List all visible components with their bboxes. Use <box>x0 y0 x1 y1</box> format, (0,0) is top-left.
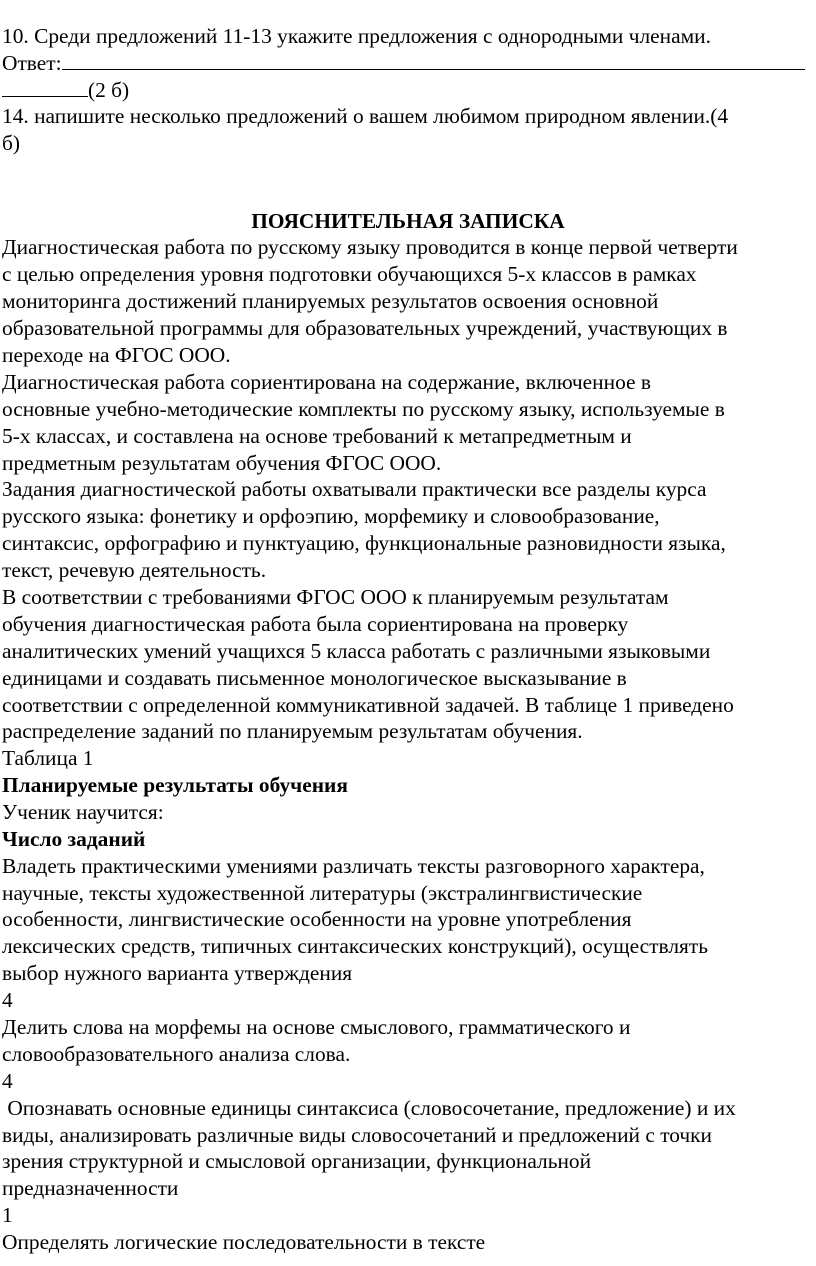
table-header-count: Число заданий <box>2 827 146 851</box>
p4-line: распределение заданий по планируемым результатам обучения. <box>2 719 583 743</box>
row1-text-line: особенности, лингвистические особенности на уровне употребления <box>2 907 632 931</box>
row3-text-line: зрения структурной и смысловой организации, функциональной <box>2 1149 592 1173</box>
p3-line: текст, речевую деятельность. <box>2 558 267 582</box>
table-header-results: Планируемые результаты обучения <box>2 773 348 797</box>
answer-blank-line <box>62 51 805 70</box>
p4-line: В соответствии с требованиями ФГОС ООО к планируемым результатам <box>2 585 669 609</box>
row2-text-line: Делить слова на морфемы на основе смыслового, грамматического и <box>2 1015 631 1039</box>
p1-line: мониторинга достижений планируемых результатов освоения основной <box>2 289 659 313</box>
row1-text-line: лексических средств, типичных синтаксических конструкций), осуществлять <box>2 934 708 958</box>
p4-line: аналитических умений учащихся 5 класса работать с различными языковыми <box>2 639 711 663</box>
row2-count: 4 <box>2 1069 13 1093</box>
p4-line: единицами и создавать письменное монологическое высказывание в <box>2 666 627 690</box>
p3-line: синтаксис, орфографию и пунктуацию, функциональные разновидности языка, <box>2 531 726 555</box>
p1-line: с целью определения уровня подготовки обучающихся 5-х классов в рамках <box>2 262 697 286</box>
answer-blank-continuation <box>2 78 88 97</box>
row1-text-line: научные, тексты художественной литературы (экстралингвистические <box>2 881 643 905</box>
p1-line: переходе на ФГОС ООО. <box>2 343 231 367</box>
p3-line: Задания диагностической работы охватывали практически все разделы курса <box>2 477 707 501</box>
task10-points-line <box>2 77 129 104</box>
p1-line: Диагностическая работа по русскому языку проводится в конце первой четверти <box>2 235 738 259</box>
task10-answer-line <box>2 50 805 77</box>
row3-text-line: Опознавать основные единицы синтаксиса (словосочетание, предложение) и их <box>2 1096 736 1120</box>
answer-label: Ответ: <box>2 51 62 75</box>
table-header-student: Ученик научится: <box>2 800 164 824</box>
p2-line: предметным результатам обучения ФГОС ООО. <box>2 451 442 475</box>
row3-text-line: виды, анализировать различные виды словосочетаний и предложений с точки <box>2 1123 712 1147</box>
row2-text-line: словообразовательного анализа слова. <box>2 1042 351 1066</box>
row3-text-line: предназначенности <box>2 1176 179 1200</box>
p3-line: русского языка: фонетику и орфоэпию, морфемику и словообразование, <box>2 504 660 528</box>
row1-text-line: выбор нужного варианта утверждения <box>2 961 353 985</box>
table-caption: Таблица 1 <box>2 746 94 770</box>
row3-count: 1 <box>2 1203 13 1227</box>
p4-line: обучения диагностическая работа была сориентирована на проверку <box>2 612 629 636</box>
note-title: ПОЯСНИТЕЛЬНАЯ ЗАПИСКА <box>251 209 565 233</box>
row1-text-line: Владеть практическими умениями различать тексты разговорного характера, <box>2 854 705 878</box>
task14-line1: 14. напишите несколько предложений о вашем любимом природном явлении.(4 <box>2 104 729 128</box>
p2-line: 5-х классах, и составлена на основе требований к метапредметным и <box>2 424 632 448</box>
p1-line: образовательной программы для образовательных учреждений, участвующих в <box>2 316 728 340</box>
p2-line: Диагностическая работа сориентирована на содержание, включенное в <box>2 370 651 394</box>
task10-question: 10. Среди предложений 11-13 укажите предложения с однородными членами. <box>2 24 711 48</box>
row1-count: 4 <box>2 988 13 1012</box>
task14-line2: б) <box>2 131 21 155</box>
p4-line: соответствии с определенной коммуникативной задачей. В таблице 1 приведено <box>2 693 734 717</box>
row4-text-line: Определять логические последовательности в тексте <box>2 1230 486 1254</box>
p2-line: основные учебно-методические комплекты по русскому языку, используемые в <box>2 397 725 421</box>
task10-points: (2 б) <box>88 78 130 102</box>
